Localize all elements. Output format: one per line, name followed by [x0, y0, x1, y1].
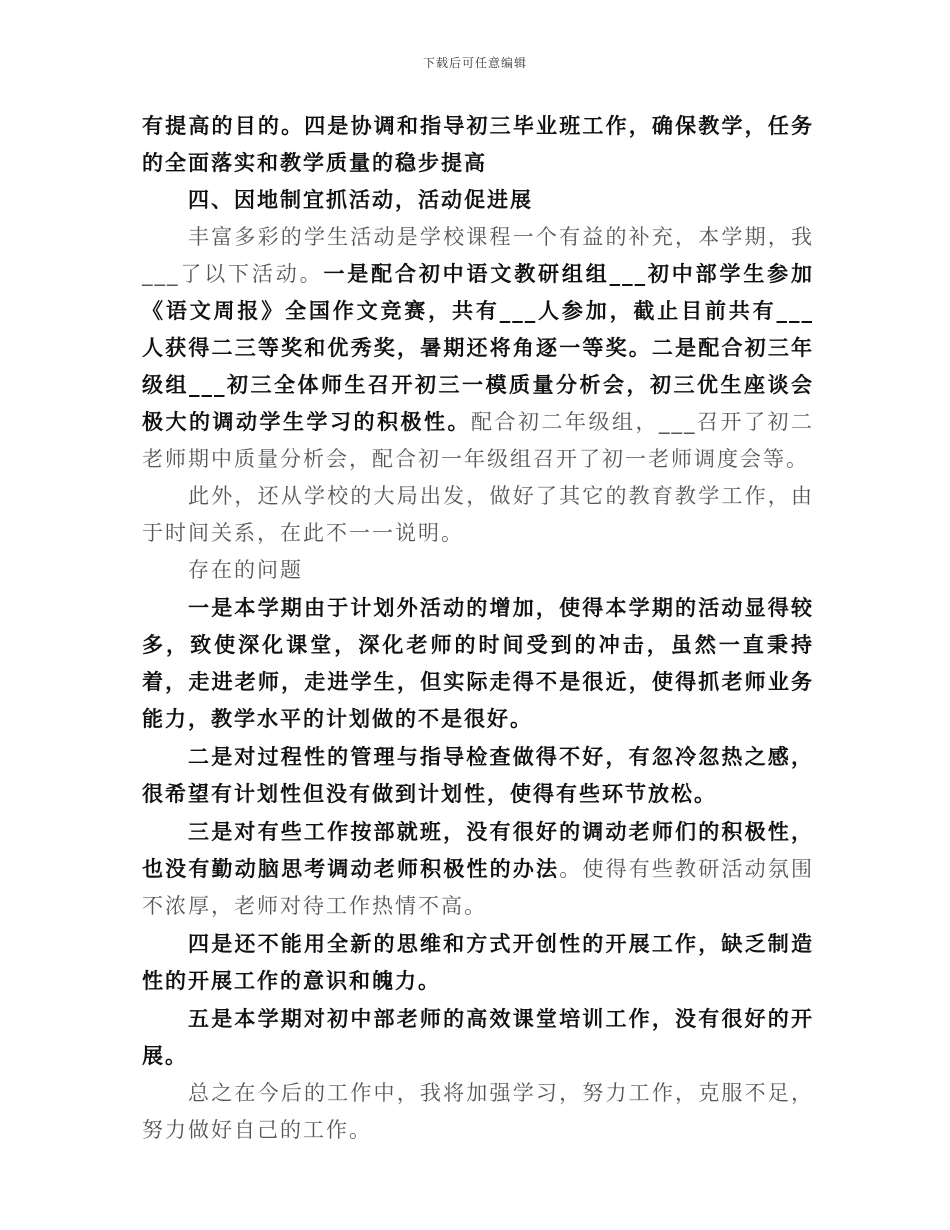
problem-5 — [142, 1001, 814, 1075]
problem-3 — [142, 814, 814, 925]
text-run: 有提高的目的。四是协调和指导初三毕业班工作，确保教学，任务的全面落实和教学质量的稳步提高 — [142, 114, 814, 175]
text-run: 四、因地制宜抓活动，活动促进展 — [188, 188, 533, 212]
problem-2 — [142, 739, 814, 813]
problems-heading — [142, 552, 814, 589]
text-run: 五是本学期对初中部老师的高效课堂培训工作，没有很好的开展。 — [142, 1007, 814, 1068]
problem-4 — [142, 926, 814, 1000]
text-run: 总之在今后的工作中，我将加强学习，努力工作，克服不足，努力做好自己的工作。 — [142, 1081, 814, 1142]
page-header: 下载后可任意编辑 — [422, 56, 527, 70]
text-run: 二是对过程性的管理与指导检查做得不好，有忽冷忽热之感，很希望有计划性但没有做到计划性，使得有些环节放松。 — [142, 745, 814, 806]
paragraph-1 — [142, 108, 814, 182]
text-run: 三是对有些工作按部就班，没有很好的调动老师们的积极性，也没有勤动脑思考调动老师积极性的办法 — [142, 820, 814, 881]
paragraph-other-work — [142, 478, 814, 552]
text-run: 四是还不能用全新的思维和方式开创性的开展工作，缺乏制造性的开展工作的意识和魄力。 — [142, 932, 814, 993]
text-run: 一是配合初中语文教研组组___初中部学生参加《语文周报》全国作文竞赛，共有___人参加，截止目前共有___人获得二三等奖和优秀奖，暑期还将角逐一等奖。二是配合初三年级组___初三全体师生召开初三一模质量分析会，初三优生座谈会极大的调动学生学习的积极性。 — [142, 262, 815, 434]
conclusion — [142, 1075, 814, 1149]
text-run: 配合初二年级组，___召开了初二老师期中质量分析会，配合初一年级组召开了初一老师调度会等。 — [142, 410, 814, 471]
document-body — [142, 108, 814, 1149]
text-run: 一是本学期由于计划外活动的增加，使得本学期的活动显得较多，致使深化课堂，深化老师的时间受到的冲击，虽然一直秉持着，走进老师，走进学生，但实际走得不是很近，使得抓老师业务能力，教学水平的计划做的不是很好。 — [142, 596, 814, 731]
text-run: 丰富多彩的学生活动是学校课程一个有益的补充，本学期，我___了以下活动。 — [142, 225, 814, 286]
text-run: 此外，还从学校的大局出发，做好了其它的教育教学工作，由于时间关系，在此不一一说明。 — [142, 484, 814, 545]
text-run: 存在的问题 — [188, 558, 303, 582]
text-run: 。使得有些教研活动氛围不浓厚，老师对待工作热情不高。 — [142, 857, 815, 918]
problem-1 — [142, 590, 814, 738]
section-heading — [142, 182, 814, 219]
paragraph-activities — [142, 219, 814, 478]
